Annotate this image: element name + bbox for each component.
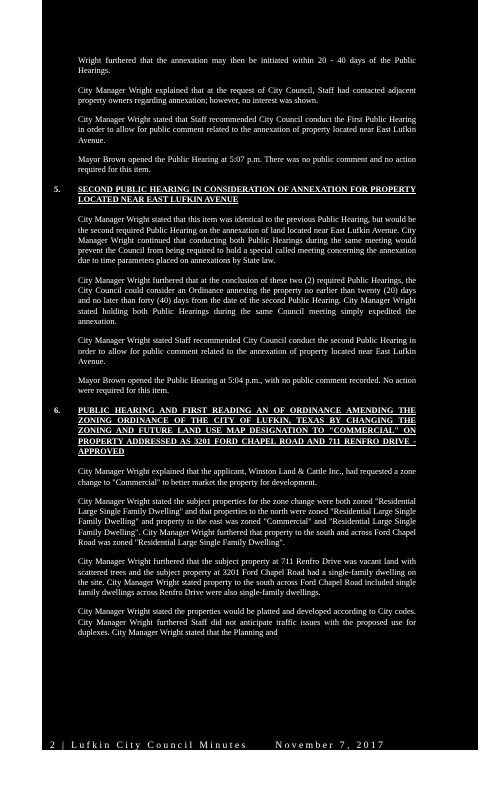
paragraph: City Manager Wright stated that Staff recommended City Council conduct the First Public Hearing in order to allow for public comment related to the annexation of property located near East Lufkin Avenue. (78, 115, 416, 145)
paragraph: Mayor Brown opened the Public Hearing at 5:07 p.m. There was no public comment and no action required for this item. (78, 155, 416, 175)
paragraph: City Manager Wright explained that the applicant, Winston Land & Cattle Inc., had requested a zone change to "Commercial" to better market the property for development. (78, 467, 416, 487)
item-number: 6. (54, 405, 61, 415)
agenda-item-6 (54, 405, 416, 457)
footer-date: November 7, 2017 (275, 740, 386, 750)
paragraph: Mayor Brown opened the Public Hearing at 5:04 p.m., with no public comment recorded. No action were required for this item. (78, 376, 416, 396)
minutes-body (54, 56, 416, 647)
paragraph: City Manager Wright stated Staff recommended City Council conduct the second Public Hearing in order to allow for public comment related to the annexation of property located near East Lufkin Avenue. (78, 336, 416, 366)
footer-separator: | (62, 740, 67, 750)
paragraph: Wright furthered that the annexation may then be initiated within 20 - 40 days of the Public Hearings. (78, 56, 416, 76)
paragraph: City Manager Wright stated the properties would be platted and developed according to City codes. City Manager Wright furthered Staff did not anticipate traffic issues with the proposed use for duplexes. City Manager Wright stated that the Planning and (78, 607, 416, 638)
page-number: 2 (50, 740, 58, 750)
item-title: PUBLIC HEARING AND FIRST READING AN OF ORDINANCE AMENDING THE ZONING ORDINANCE OF THE CITY OF LUFKIN, TEXAS BY CHANGING THE ZONING AND FUTURE LAND USE MAP DESIGNATION TO "COMMERCIAL" ON PROPERTY ADDRESSED AS 3201 FORD CHAPEL ROAD AND 711 RENFRO DRIVE - APPROVED (78, 405, 416, 456)
paragraph: City Manager Wright explained that at the request of City Council, Staff had contacted adjacent property owners regarding annexation; however, no interest was shown. (78, 85, 416, 105)
item-number: 5. (54, 184, 61, 194)
item-title: SECOND PUBLIC HEARING IN CONSIDERATION OF ANNEXATION FOR PROPERTY LOCATED NEAR EAST LUFKIN AVENUE (78, 184, 416, 204)
paragraph: City Manager Wright furthered that at the conclusion of these two (2) required Public Hearings, the City Council could consider an Ordinance annexing the property no earlier than twenty (20) days and no later than forty (40) days from the date of the second Public Hearing. City Manager Wright stated holding both Public Hearings during the same Council meeting simply expedited the annexation. (78, 275, 416, 326)
paragraph: City Manager Wright stated the subject properties for the zone change were both zoned "Residential Large Single Family Dwelling" and that properties to the north were zoned "Residential Large Single Family Dwelling" and property to the east was zoned "Commercial" and "Residential Large Single Family Dwelling". City Manager Wright furthered that property to the south and across Ford Chapel Road was zoned "Residential Large Single Family Dwelling". (78, 496, 416, 547)
footer-title: Lufkin City Council Minutes (71, 740, 248, 750)
page-footer (50, 740, 472, 750)
paragraph: City Manager Wright furthered that the subject property at 711 Renfro Drive was vacant land with scattered trees and the subject property at 3201 Ford Chapel Road had a single-family dwelling on the site. City Manager Wright stated property to the south across Ford Chapel Road included single family dwellings across Renfro Drive were also single-family dwellings. (78, 557, 416, 598)
agenda-item-5 (54, 184, 416, 206)
document-page (42, 0, 478, 750)
paragraph: City Manager Wright stated that this item was identical to the previous Public Hearing, but would be the second required Public Hearing on the annexation of land located near East Lufkin Avenue. City Manager Wright continued that conducting both Public Hearings during the same meeting would prevent the Council from being required to hold a special called meeting concerning the annexation due to time parameters placed on annexations by State law. (78, 215, 416, 266)
